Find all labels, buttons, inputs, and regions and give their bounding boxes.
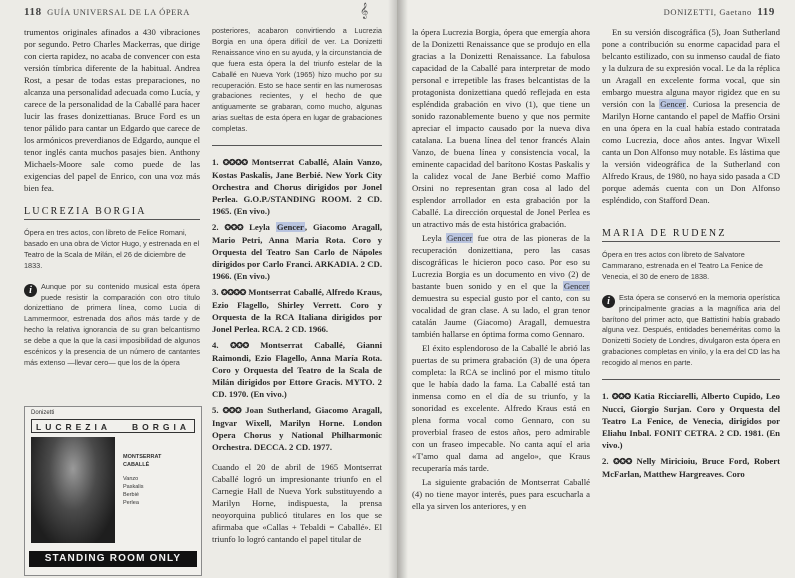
intro-continued: posteriores, acabaron convirtiendo a Lucrezia Borgia en una ópera difícil de ver. La Donizetti Renaissance vino en su ayuda, y la circunstancia de que fuera esta ópera la del triunfo estelar de la Caballé en Nueva York (1965) hizo mucho por su recuperación. Esto se hace sentir en las numerosas grabaciones recientes, y el hecho de que antiguamente se grabaran, como mucho, algunas arias sueltas de esta ópera en lugar de grabaciones completas. (212, 26, 382, 134)
opera-intro: Ópera en tres actos con libreto de Salvatore Cammarano, estrenada en el Teatro La Fenice de Venecia, el 30 de enero de 1838. (602, 250, 763, 281)
cover-title-word: BORGIA (132, 422, 190, 432)
left-page (0, 0, 397, 578)
recording-details: Katia Ricciarelli, Alberto Cupido, Leo Nucci, Giorgio Surjan. Coro y Orquesta del Teatro La Fenice, de Venecia, dirigidos por Eliahu Inbal. FONIT CETRA. 2 CD. 1981. (En vivo.) (602, 391, 781, 451)
body-paragraph (602, 26, 780, 206)
right-running-title: DONIZETTI, Gaetano (663, 7, 752, 17)
recording-entry (212, 404, 382, 453)
right-page-column-1 (412, 26, 590, 514)
cover-cast-line: Vanzo (123, 476, 139, 482)
highlighted-term: Gencer (276, 222, 304, 233)
text-run: Leyla (422, 233, 447, 243)
album-cover-image (24, 406, 202, 576)
cover-cast-line: CABALLÉ (123, 462, 150, 468)
info-icon: i (24, 284, 37, 297)
cover-composer: Donizetti (31, 410, 55, 416)
recording-details: Montserrat Caballé, Gianni Raimondi, Ezio Flagello, Anna María Rota. Coro y Orquesta del Teatro de la Scala de Milán dirigidos por Ettore Gracis. MYTO. 2 CD. 1970. (En vivo.) (212, 340, 382, 400)
rating-stars-icon: ✪✪✪✪ (222, 158, 248, 168)
recording-entry (212, 221, 382, 282)
text-run: En su versión discográfica (5), Joan Sutherland pone a contribución su enorme capacidad para el belcanto estilizado, con su inmenso caudal de fiato y la dulzura de su expresión vocal. Le da la réplica un Aragall en excelente forma vocal, que sin embargo muestra alguna mayor rigidez que en su versión con la (602, 27, 780, 109)
section-title-maria-de-rudenz: MARIA DE RUDENZ (602, 228, 727, 239)
right-page-column-2 (602, 26, 780, 484)
right-page-number: 119 (757, 6, 775, 18)
cover-title (31, 419, 195, 433)
opera-intro: Ópera en tres actos, con libreto de Felice Romani, basado en una obra de Victor Hugo, y estrenada en el Teatro de la Scala de Milán, el 26 de diciembre de 1833. (24, 228, 200, 270)
cover-cast (123, 453, 193, 507)
info-note-text: Aunque por su contenido musical esta ópera puede resistir la comparación con otro título donizettiano de primera línea, como Lucia di Lammermoor, estrenada dos años más tarde y de hecho la relativa ignorancia de su gran belcantismo se debe a que la que la casi imposibilidad de algunos escénicos y la presencia de un número de cantantes más extenso —llevar cero— que los de la ópera (24, 281, 200, 367)
text-run: demuestra su especial gusto por el canto, con su vocalidad de gran clase. A su lado, el gran tenor catalán Jaume (Giacomo) Aragall, demuestra también hallarse en óptima forma como Gennaro. (412, 293, 590, 339)
recording-entry (602, 390, 780, 451)
highlighted-term: Gencer (660, 99, 686, 109)
left-page-column-2 (212, 26, 382, 547)
recording-number: 1. (212, 157, 219, 168)
body-paragraph: La siguiente grabación de Montserrat Caballé (4) no tiene mayor interés, pues para escucharla a ella ya sirven los anteriores, y en (412, 477, 590, 511)
info-note-text: Esta ópera se conservó en la memoria operística principalmente gracias a la magnífica aria del barítono del primer acto, que Battistini había grabado alguna vez. Después, entidades beneméritas como la Donizetti Society de Londres, divulgaron esta ópera en grabaciones completas en vinilo, y la era del CD las ha recogido al menos en parte. (602, 292, 780, 368)
recording-number: 2. (602, 456, 609, 467)
recording-number: 1. (602, 391, 609, 402)
recording-details-post: , Giacomo Aragall, Mario Petri, Anna Maria Rota. Coro y Orquesta del Teatro San Carlo de Nápoles dirigidos por Carlo Franci. ARKADIA. 2 CD. 1966. (En vivo.) (212, 222, 383, 282)
recording-details: Joan Sutherland, Giacomo Aragall, Ingvar Wixell, Marilyn Horne. London Opera Chorus y National Philharmonic Orchestra. DECCA. 2 CD. 1977. (212, 405, 383, 453)
recording-details-pre: Leyla (249, 222, 276, 233)
recording-entry (212, 339, 382, 400)
body-paragraph: la ópera Lucrezia Borgia, ópera que emergía ahora de la Donizetti Renaissance que se produjo en ella gracias a la Donizetti Renaissance. La fabulosa capacidad de la Caballé para interpretar de modo personal e irrepetible las frases belcantistas de la protagonista donizettiana quedó reflejada en esta espléndida grabación en vivo (1), que tiene un sonido razonablemente bueno y que nos permite apreciar el impacto causado por la nueva diva catalana. La buena línea del tenor francés Alain Vanzo, de buena línea y consistencia vocal, la eminente capacidad del barítono Kostas Paskalis y la calidez vocal de Jane Berbié como Maffio Orsini no representan gran cosa al lado del esplendor arrollador en esta grabación por la Caballé. La dirección orquestal de Jonel Perlea es un atractivo más de esta histórica grabación. (412, 27, 590, 229)
right-page (398, 0, 795, 578)
rating-stars-icon: ✪✪✪ (611, 392, 631, 402)
singer-photo (31, 437, 115, 543)
treble-clef-ornament-icon: 𝄞 (360, 4, 369, 19)
left-page-column-1 (24, 26, 200, 371)
left-running-title: GUÍA UNIVERSAL DE LA ÓPERA (47, 7, 190, 17)
right-running-head (664, 6, 775, 18)
cover-title-word: LUCREZIA (36, 422, 111, 432)
recording-entry (212, 156, 382, 217)
recording-number: 4. (212, 340, 219, 351)
left-page-number: 118 (24, 6, 42, 18)
body-paragraph (412, 232, 590, 340)
rating-stars-icon: ✪✪✪ (222, 406, 242, 416)
recording-number: 3. (212, 287, 219, 298)
body-paragraph: El éxito esplendoroso de la Caballé le abrió las puertas de su primera grabación (3) de una ópera completa: la RCA se inclinó por el mismo título que le había dado la fama. La Caballé está tan inmensa como en el día de su triunfo, y la sonoridad es excelente. Alfredo Kraus está en plena forma vocal como Gennaro, con su proverbial fraseo de estos años, pero admirable con un fraseo impecable. No canta aquí el aria «T'amo qual dama ad angelo», que Kraus recuperaría más tarde. (412, 343, 590, 473)
recording-details: Nelly Miricioiu, Bruce Ford, Robert McFarlan, Matthew Hargreaves. Coro (602, 456, 781, 480)
rating-stars-icon: ✪✪✪ (224, 223, 244, 233)
highlighted-term: Gencer (563, 281, 589, 291)
cover-cast-line: Perlea (123, 500, 139, 506)
section-rule (212, 145, 382, 146)
recording-number: 2. (212, 222, 219, 233)
section-rule (602, 379, 780, 380)
section-title-lucrezia-borgia: LUCREZIA BORGIA (24, 206, 147, 217)
body-paragraph: trumentos originales afinados a 430 vibraciones por segundo. Petro Charles Mackerras, que dirige con cierta rapidez, no acaba de convencer con esta versión tímbrica diferente de la habitual. Andrea Rost, a pesar de todas estas preparaciones, no alcanza una personalidad adecuada como Lucía, y carece de la personalidad de la Caballé para hacer lucir las frases donizettianas. Bruce Ford es un tenor pálido para cantar un Edgardo que carece de los armónicos preverdianos de Edgardo, aunque el tenor inglés canta muchos pasajes bien. Anthony Michaels-Moore sale como puede de las exigencias del papel de Enrico, con una voz más bien fea. (24, 27, 200, 193)
recording-entry (602, 455, 780, 480)
rating-stars-icon: ✪✪✪ (613, 457, 632, 467)
text-run: . Curiosa la presencia de Marilyn Horne cantando el papel de Maffio Orsini en una ópera en la cual había estado contratada como Lucrezia, doce años antes. Ingvar Wixell canta un Don Alfonso muy notable. Es lástima que la versión videográfica de la Sutherland con Alfredo Kraus, de 1980, no haya sido pasada a CD porque además cuenta con un Don Alfonso espléndido, con Stafford Dean. (602, 99, 780, 205)
cover-cast-line: Paskalis (123, 484, 144, 490)
info-icon: i (602, 295, 615, 308)
info-note (24, 282, 200, 369)
info-note (602, 293, 780, 369)
cover-cast-line: MONTSERRAT (123, 454, 162, 460)
recording-details: Montserrat Caballé, Alain Vanzo, Kostas Paskalis, Jane Berbié. New York City Orchestra and Chorus dirigidos por Jonel Perlea. G.O.P./STANDING ROOM. 2 CD. 1965. (En vivo.) (212, 157, 383, 217)
cover-cast-line: Berbié (123, 492, 139, 498)
recording-number: 5. (212, 405, 219, 416)
rating-stars-icon: ✪✪✪ (230, 341, 249, 351)
highlighted-term: Gencer (447, 233, 473, 243)
text-run: fue otra de las pioneras de la recuperación donizettiana, pero las casas discográficas le hicieron poco caso. Por eso su Lucrezia Borgia es un documento en vivo (2) de bastante buen sonido y en el que la (412, 233, 590, 291)
cover-banner: STANDING ROOM ONLY (29, 551, 197, 567)
recording-entry (212, 286, 382, 335)
body-paragraph: Cuando el 20 de abril de 1965 Montserrat Caballé logró un impresionante triunfo en el Carnegie Hall de Nueva York substituyendo a Marilyn Horne, indispuesta, la prensa neoyorquina publicó titulares en los que se afirmaba que «Callas + Tebaldi = Caballé». El triunfo lo logró cantando el papel titular de (212, 462, 382, 545)
left-running-head (24, 6, 190, 18)
recording-details: Montserrat Caballé, Alfredo Kraus, Ezio Flagello, Shirley Verrett. Coro y Orquesta de la RCA Italiana dirigidos por Jonel Perlea. RCA. 2 CD. 1966. (212, 287, 383, 335)
rating-stars-icon: ✪✪✪✪ (221, 288, 246, 298)
